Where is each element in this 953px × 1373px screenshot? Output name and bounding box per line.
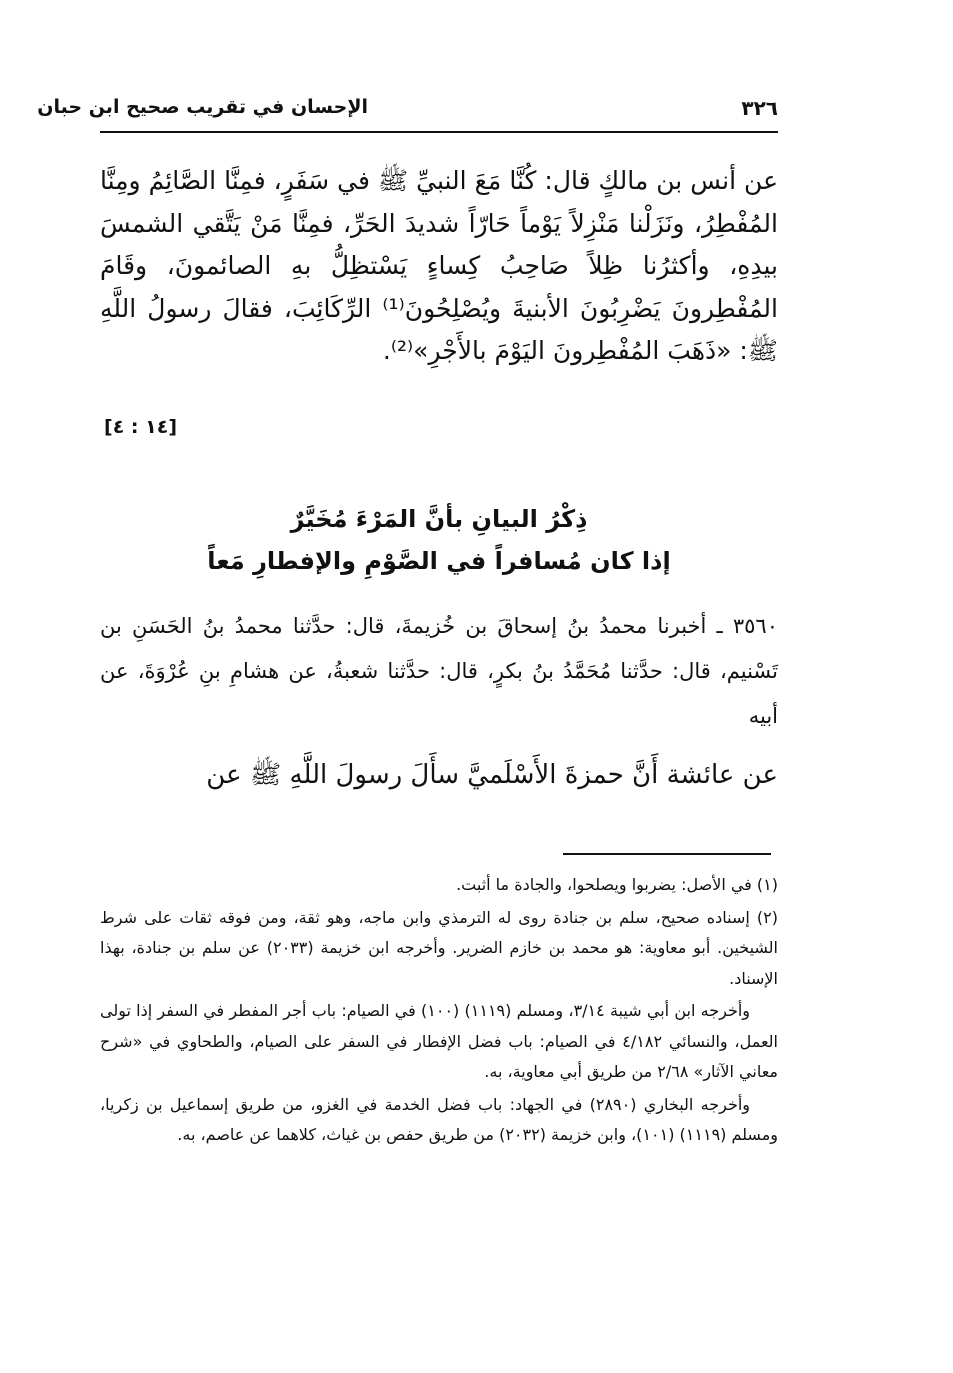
- footnote-1: (١) في الأصل: يضربوا ويصلحوا، والجادة ما أثبت.: [456, 875, 778, 894]
- hadith-text: عن أنس بن مالكٍ قال: كُنَّا مَعَ النبيِّ ﷺ في سَفَرٍ، فمِنَّا الصَّائِمُ ومِنَّا المُفْطِرُ، ونَزَلْنا مَنْزِلاً يَوْماً حَارّاً شديدَ الحَرِّ، فمِنَّا مَنْ يَتَّقي الشمسَ بيدِهِ، وأكثرُنا ظِلاً صَاحِبُ كِساءٍ يَسْتظِلُّ بهِ الصائمونَ، وقَامَ المُفْطِرونَ يَضْرِبُونَ الأبنيةَ ويُصْلِحُونَ⁽¹⁾ الرِّكَائِبَ، فقالَ رسولُ اللَّهِ ﷺ: «ذَهَبَ المُفْطِرونَ اليَوْمَ بالأَجْرِ»⁽²⁾.: [100, 166, 778, 365]
- page-number: ٣٢٦: [741, 96, 778, 120]
- running-header: [37, 96, 778, 130]
- footnote-2-continued: وأخرجه ابن أبي شيبة ٣/١٤، ومسلم (١١١٩) (١٠٠) في الصيام: باب أجر المفطر في السفر إذا تولى العمل، والنسائي ٤/١٨٢ في الصيام: باب فضل الإفطار في السفر على الصيام، والطحاوي في «شرح معاني الآثار» ٢/٦٨ من طريق أبي معاوية، به.: [100, 1001, 778, 1081]
- chapter-heading-line-2: إذا كان مُسافراً في الصَّوْمِ والإفطارِ مَعاً: [207, 547, 671, 575]
- hadith-matn: عن عائشة أَنَّ حمزةَ الأَسْلَميَّ سأَلَ رسولَ اللَّهِ ﷺ عن: [206, 760, 778, 790]
- footnotes: [100, 870, 778, 1153]
- chapter-heading-line-1: ذِكْرُ البيانِ بأنَّ المَرْءَ مُخَيَّرٌ: [290, 505, 588, 533]
- footnote-separator: [563, 853, 771, 855]
- hadith-isnad: ٣٥٦٠ ـ أخبرنا محمدُ بنُ إسحاقَ بن خُزيمةَ، قال: حدَّثنا محمدُ بنُ الحَسَنِ بن تَسْنيم، قال: حدَّثنا مُحَمَّدُ بنُ بكرٍ، قال: حدَّثنا شعبةُ، عن هشامِ بنِ عُرْوَةَ، عن أبيه: [100, 614, 778, 728]
- footnote-2-continued-2: وأخرجه البخاري (٢٨٩٠) في الجهاد: باب فضل الخدمة في الغزو، من طريق إسماعيل بن زكريا، ومسلم (١١١٩) (١٠١)، وابن خزيمة (٢٠٣٢) من طريق حفص بن غياث، كلاهما عن عاصم، به.: [100, 1094, 778, 1144]
- hadith-reference: [١٤ : ٤]: [104, 416, 178, 438]
- header-rule: [100, 131, 778, 133]
- book-title: الإحسان في تقريب صحيح ابن حبان: [37, 96, 368, 118]
- footnote-2: (٢) إسناده صحيح، سلم بن جنادة روى له الترمذي وابن ماجه، وهو ثقة، ومن فوقه ثقات على شرط الشيخين. أبو معاوية: هو محمد بن خازم الضرير. وأخرجه ابن خزيمة (٢٠٣٣) عن سلم بن جنادة، بهذا الإسناد.: [100, 907, 778, 988]
